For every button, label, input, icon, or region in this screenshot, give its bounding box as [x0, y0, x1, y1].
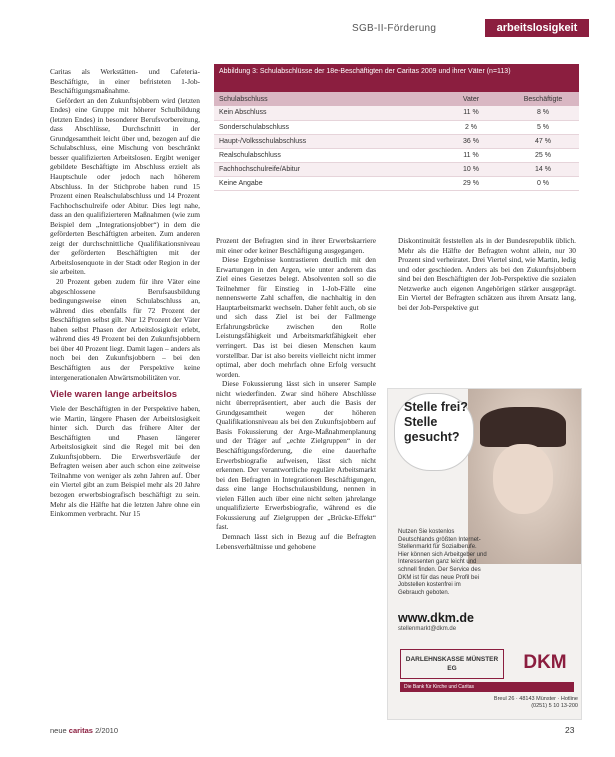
footer-journal-title	[50, 726, 118, 735]
table-cell: 8 %	[507, 106, 579, 120]
advertisement-dkm[interactable]	[387, 388, 582, 720]
article-column-right	[398, 236, 576, 312]
table-cell: 14 %	[507, 162, 579, 176]
article-column-left	[50, 67, 200, 519]
table-cell: 36 %	[435, 134, 507, 148]
running-header-topic-badge: arbeitslosigkeit	[485, 19, 589, 37]
schools-table-figure	[214, 64, 579, 238]
ad-footer	[388, 641, 581, 720]
paragraph: Diskontinuität feststellen als in der Bundesrepublik üblich. Mehr als die Hälfte der Befragten wohnt allein, nur 30 Prozent sind verheiratet. Drei Viertel sind, wie Martin, ledig und oder geschieden. Anders als bei den Zukunftsjobbern sind bei den Beschäftigten der Job-Perspektive die sozialen Netzwerke auch eigenen Angehörigen stärker ausgeprägt. Ein Viertel der Befragten schätzen aus ihrem Ansatz lang, bei der Job-Perspektive gut	[398, 236, 576, 312]
paragraph: Prozent der Befragten sind in ihrer Erwerbskarriere mit einer oder keiner Beschäftigung ausgegangen.	[216, 236, 376, 255]
paragraph: Viele der Beschäftigten in der Perspektive haben, wie Martin, längere Phasen der Arbeitslosigkeit hinter sich. Durch das frühere Alter der Beschäftigten und Phasen längerer Arbeitslosigkeit sind die Regel mit bei den Zukunftsjobbern. Die Erwerbsverläufe der Befragten weisen aber auch schon eine zeitweise Teilnahme von weniger als zehn Jahren auf. Über ein Viertel gibt an zum Beispiel mehr als 20 Jahre bezogen erwerbsbiografisch beschäftigt zu sein. Mehr als die Hälfte hat die letzten Jahre ohne ein Einkommen verbracht. Nur 15	[50, 404, 200, 519]
dkm-logo: DKM	[523, 652, 567, 673]
table-cell: 47 %	[507, 134, 579, 148]
table-cell: 0 %	[507, 176, 579, 190]
footer-journal-name: caritas	[68, 726, 93, 735]
table-cell: Kein Abschluss	[214, 106, 435, 120]
table-cell: 5 %	[507, 120, 579, 134]
paragraph: Caritas als Werkstätten- und Cafeteria-Beschäftigte, in einer befristeten 1-Job-Beschäftigungsmaßnahme.	[50, 67, 200, 96]
table-row	[214, 120, 579, 134]
table-header-row	[214, 92, 579, 106]
ad-person-image	[493, 444, 553, 514]
ad-address: Breul 26 · 48143 Münster · Hotline (0251) 5 10 13-200	[493, 696, 578, 709]
table-row	[214, 106, 579, 120]
graduation-hat-image	[480, 407, 566, 447]
table-header-cell: Beschäftigte	[507, 92, 579, 106]
ad-headline-bubble: Stelle frei? Stelle gesucht?	[394, 393, 474, 471]
paragraph: Diese Ergebnisse kontrastieren deutlich mit den Erwartungen in den Argen, wie unter anderem das Ziel eines Gesetzes belegt. Absolventen soll so die Teilnehmer für Einstieg in 1-Job-Fälle eine nennenswerte Zahl schaffen, die nachhaltig in den Hauptarbeitsmarkt wechseln. Daher fehlt auch, ob sie und sich dass Ziel ist bei der Fallmenge Erfahrungsbrücke zwischen den Rolle Leistungsfähigkeit und Arbeitsmarktfähigkeit eher verringert. Das ist bei diesen Menschen kaum vorstellbar. Dar ist also bereits vielleicht nicht immer optimal, aber doch mehrfach ohne Erfolg versucht worden.	[216, 255, 376, 379]
table-cell: 11 %	[435, 148, 507, 162]
table-header-cell: Vater	[435, 92, 507, 106]
page-number: 23	[565, 725, 575, 735]
section-subheading: Viele waren lange arbeitslos	[50, 389, 178, 401]
table-cell: 2 %	[435, 120, 507, 134]
table-cell: 29 %	[435, 176, 507, 190]
ad-email-link[interactable]: stellenmarkt@dkm.de	[398, 626, 457, 632]
table-cell: Keine Angabe	[214, 176, 435, 190]
table-cell: 10 %	[435, 162, 507, 176]
ad-organization-name: DARLEHNSKASSE MÜNSTER EG	[400, 649, 504, 679]
paragraph: Demnach lässt sich in Bezug auf die Befragten Lebensverhältnisse und gehobene	[216, 531, 376, 551]
table-cell: Sonderschulabschluss	[214, 120, 435, 134]
table-cell: 25 %	[507, 148, 579, 162]
paragraph: Gefördert an den Zukunftsjobbern wird (letzten Endes) eine Gruppe mit höherer Schulbildung (letzten Endes) in besonderer Berufsvorbereitung, dass Abschlüsse, Durchschnitt in der Grundgesamtheit leicht über und, bezogen auf die Schulabschluss, eine Mischung von beschränkt besser qualifizierten Arbeitslosen. Ergibt weniger gebildete Beschäftigte im Abschluss erzielt als Hauptschule oder jedoch nach höherem Abschluss. In der Stichprobe haben rund 15 Prozent einen Realschulabschluss und 14 Prozent Fachhochschulreife oder Abitur. Dies legt nahe, dass an den qualifizierteren Maßnahmen (wie zum Beispiel dem „Integrationsjobber“) in dem die geförderten Beschäftigten arbeiten. Zum anderen zeigt der durchschnittliche Qualifikationsniveau der geförderten Beschäftigten mit der Arbeitslosenquote in der Stadt oder Region in der sie arbeiten.	[50, 95, 200, 277]
paragraph: 20 Prozent geben zudem für ihre Väter eine abgeschlossene Berufsausbildung bedingungsweise einen Schulabschluss an, während dies ebenfalls für 72 Prozent der Beschäftigten selbst gilt. Nur 12 Prozent der Väter haben selbst Phasen der Arbeitslosigkeit erlebt, während dies 49 Prozent bei den Zukunftsjobbern bei über 40 Prozent liegt. Damit lagen – anders als noch bei den Zukunftsjobbern – bei den Beschäftigten aus der Perspektive keine intergenerationalen Abwärtsmobilitäten vor.	[50, 277, 200, 382]
table-cell: Realschulabschluss	[214, 148, 435, 162]
table-caption: Abbildung 3: Schulabschlüsse der 18e-Beschäftigten der Caritas 2009 und ihrer Väter (n=113)	[214, 64, 579, 92]
table-header-cell: Schulabschluss	[214, 92, 435, 106]
table-row	[214, 148, 579, 162]
table-cell: Fachhochschulreife/Abitur	[214, 162, 435, 176]
ad-tagline-bar: Die Bank für Kirche und Caritas	[400, 682, 574, 692]
table-row	[214, 162, 579, 176]
table-row	[214, 134, 579, 148]
ad-website-link[interactable]: www.dkm.de	[398, 611, 474, 625]
ad-body-text: Nutzen Sie kostenlos Deutschlands größten Internet-Stellenmarkt für Sozialberufe. Hier können sich Arbeitgeber und Interessenten ganz leicht und schnell finden. Der Service des DKM ist für das neue Profil bei Jobstellen kostenfrei im Gebrauch geboten.	[398, 529, 487, 596]
table-row	[214, 176, 579, 190]
footer-journal-prefix: neue	[50, 726, 67, 735]
paragraph: Diese Fokussierung lässt sich in unserer Sample nicht wiederfinden. Zwar sind höhere Abschlüsse nicht überrepräsentiert, aber auch die Basis der Grundgesamtheit wegen der höheren Qualifikationsniveau als bei den Zukunftsjobbern auf Basis Fokussierung der Arge-Maßnahmenplanung und der Träger auf „echte Zielgruppen“ in der Beschäftigungsförderung, die eine dauerhafte Erwerbsbiografie aufweisen, lässt sich nicht erkennen. Der verantwortliche reguläre Arbeitsmarkt bei den Befragten in Integrationen Beschäftigungen, dass eine lange Hochschulausbildung, nennen in vielen Fällen auch über eine nicht selten jahrelange unqualifizierte Erwerbsbiografie, während es die Fokussierung auf Zielgruppen der „Brücke-Effekt“ fast.	[216, 379, 376, 532]
table-cell: 11 %	[435, 106, 507, 120]
schools-table	[214, 92, 579, 191]
footer-issue: 2/2010	[95, 726, 119, 735]
article-column-middle	[216, 236, 376, 551]
table-cell: Haupt-/Volksschulabschluss	[214, 134, 435, 148]
running-header-series: SGB-II-Förderung	[352, 23, 437, 34]
